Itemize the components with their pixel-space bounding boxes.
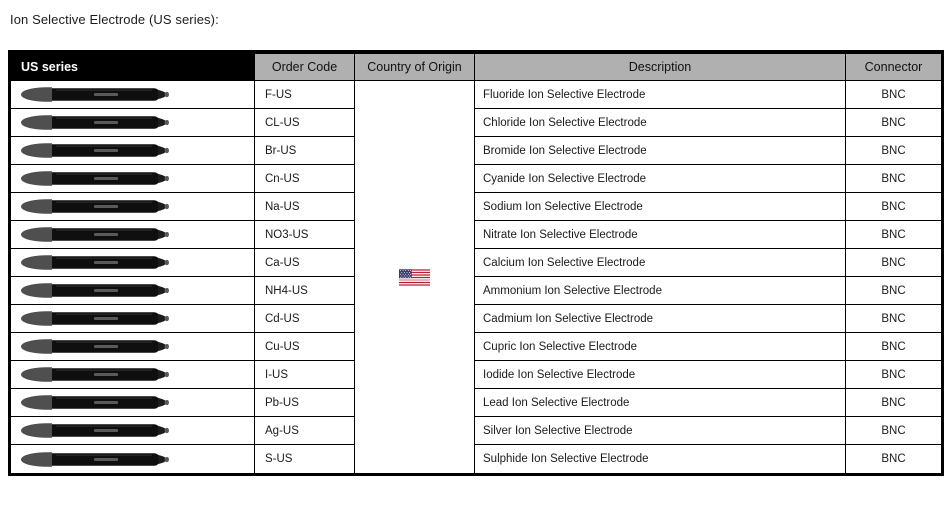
electrode-probe-image	[18, 226, 170, 243]
column-header-order-code: Order Code	[255, 54, 355, 81]
connector-cell: BNC	[846, 361, 941, 389]
connector-cell: BNC	[846, 137, 941, 165]
electrode-image-cell	[11, 305, 255, 333]
electrode-probe-image	[18, 142, 170, 159]
electrode-probe-image	[18, 366, 170, 383]
order-code-cell: CL-US	[255, 109, 355, 137]
order-code-cell: Ag-US	[255, 417, 355, 445]
description-cell: Iodide Ion Selective Electrode	[475, 361, 846, 389]
order-code-cell: NO3-US	[255, 221, 355, 249]
connector-cell: BNC	[846, 249, 941, 277]
order-code-cell: S-US	[255, 445, 355, 473]
order-code-cell: Cu-US	[255, 333, 355, 361]
column-header-us-series: US series	[11, 54, 255, 81]
electrode-probe-image	[18, 170, 170, 187]
column-header-connector: Connector	[846, 54, 941, 81]
electrode-probe-image	[18, 394, 170, 411]
description-cell: Fluoride Ion Selective Electrode	[475, 81, 846, 109]
order-code-cell: Ca-US	[255, 249, 355, 277]
order-code-cell: Na-US	[255, 193, 355, 221]
connector-cell: BNC	[846, 277, 941, 305]
connector-cell: BNC	[846, 305, 941, 333]
order-code-cell: Cd-US	[255, 305, 355, 333]
electrode-probe-image	[18, 338, 170, 355]
us-flag-icon	[399, 269, 430, 286]
description-cell: Chloride Ion Selective Electrode	[475, 109, 846, 137]
electrode-probe-image	[18, 86, 170, 103]
electrode-image-cell	[11, 333, 255, 361]
page-title: Ion Selective Electrode (US series):	[10, 12, 219, 27]
electrode-probe-image	[18, 451, 170, 468]
connector-cell: BNC	[846, 333, 941, 361]
description-cell: Nitrate Ion Selective Electrode	[475, 221, 846, 249]
description-cell: Cyanide Ion Selective Electrode	[475, 165, 846, 193]
connector-cell: BNC	[846, 389, 941, 417]
description-cell: Cupric Ion Selective Electrode	[475, 333, 846, 361]
description-cell: Sulphide Ion Selective Electrode	[475, 445, 846, 473]
electrode-image-cell	[11, 389, 255, 417]
description-cell: Bromide Ion Selective Electrode	[475, 137, 846, 165]
electrode-probe-image	[18, 254, 170, 271]
column-header-description: Description	[475, 54, 846, 81]
description-cell: Sodium Ion Selective Electrode	[475, 193, 846, 221]
electrode-image-cell	[11, 221, 255, 249]
electrode-image-cell	[11, 109, 255, 137]
electrode-probe-image	[18, 198, 170, 215]
electrode-probe-image	[18, 282, 170, 299]
connector-cell: BNC	[846, 165, 941, 193]
description-cell: Ammonium Ion Selective Electrode	[475, 277, 846, 305]
connector-cell: BNC	[846, 81, 941, 109]
order-code-cell: Cn-US	[255, 165, 355, 193]
order-code-cell: NH4-US	[255, 277, 355, 305]
description-cell: Silver Ion Selective Electrode	[475, 417, 846, 445]
electrode-image-cell	[11, 193, 255, 221]
order-code-cell: Pb-US	[255, 389, 355, 417]
connector-cell: BNC	[881, 453, 906, 465]
country-of-origin-cell	[355, 81, 475, 473]
electrode-image-cell	[11, 417, 255, 445]
description-cell: Lead Ion Selective Electrode	[475, 389, 846, 417]
electrode-image-cell	[11, 277, 255, 305]
electrode-image-cell	[11, 361, 255, 389]
connector-cell: BNC	[846, 221, 941, 249]
connector-cell: BNC	[846, 109, 941, 137]
electrode-image-cell	[11, 165, 255, 193]
connector-cell: BNC	[846, 193, 941, 221]
electrode-probe-image	[18, 114, 170, 131]
electrode-image-cell	[11, 81, 255, 109]
order-code-cell: I-US	[255, 361, 355, 389]
column-header-country-of-origin: Country of Origin	[355, 54, 475, 81]
electrode-probe-image	[18, 310, 170, 327]
order-code-cell: F-US	[255, 81, 355, 109]
connector-cell: BNC	[846, 417, 941, 445]
order-code-cell: Br-US	[255, 137, 355, 165]
electrode-probe-image	[18, 422, 170, 439]
electrode-image-cell	[11, 137, 255, 165]
electrode-product-table	[8, 50, 944, 476]
description-cell: Calcium Ion Selective Electrode	[475, 249, 846, 277]
electrode-image-cell	[11, 445, 255, 473]
description-cell: Cadmium Ion Selective Electrode	[475, 305, 846, 333]
electrode-image-cell	[11, 249, 255, 277]
